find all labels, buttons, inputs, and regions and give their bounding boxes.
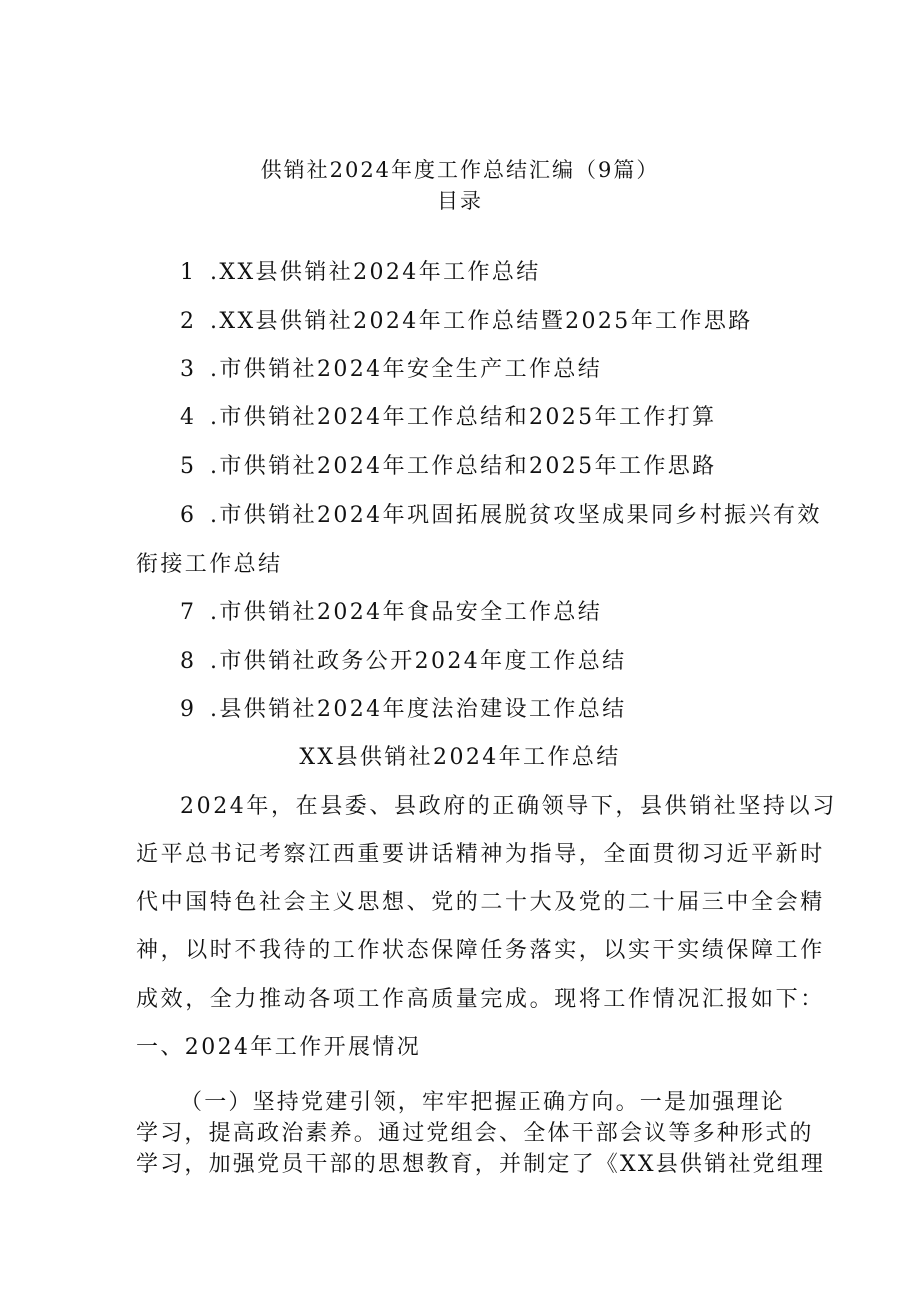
toc-text: .市供销社2024年食品安全工作总结 — [210, 600, 603, 625]
paragraph-line: 2024年，在县委、县政府的正确领导下，县供销社坚持以习 — [180, 794, 837, 819]
toc-item-7 — [180, 598, 800, 628]
toc-heading: 目录 — [437, 189, 483, 213]
toc-item-6 — [180, 501, 822, 531]
heading-level-1: 一、2024年工作开展情况 — [136, 1035, 422, 1060]
toc-number: 2 — [180, 309, 197, 334]
toc-number: 1 — [180, 260, 197, 285]
paragraph-line: 神，以时不我待的工作状态保障任务落实，以实干实绩保障工作 — [136, 938, 825, 963]
toc-item-8 — [180, 647, 800, 677]
toc-item-3 — [180, 355, 800, 385]
toc-text: .市供销社2024年工作总结和2025年工作思路 — [210, 454, 717, 479]
toc-number: 8 — [180, 649, 197, 674]
toc-item-9 — [180, 695, 800, 725]
section-title: XX县供销社2024年工作总结 — [299, 745, 621, 770]
toc-number: 4 — [180, 405, 197, 430]
toc-number: 9 — [180, 697, 197, 722]
toc-number: 6 — [180, 503, 197, 528]
document-title: 供销社2024年度工作总结汇编（9篇） — [260, 158, 660, 182]
toc-text: .市供销社2024年工作总结和2025年工作打算 — [210, 405, 717, 430]
toc-item-1 — [180, 258, 800, 288]
paragraph-line: 学习，提高政治素养。通过党组会、全体干部会议等多种形式的 — [136, 1121, 814, 1146]
toc-text: .市供销社2024年安全生产工作总结 — [210, 357, 603, 382]
toc-number: 3 — [180, 357, 197, 382]
toc-text: .XX县供销社2024年工作总结 — [210, 260, 541, 285]
toc-number: 5 — [180, 454, 197, 479]
toc-number: 7 — [180, 600, 197, 625]
toc-text: .县供销社2024年度法治建设工作总结 — [210, 697, 627, 722]
toc-text: .市供销社政务公开2024年度工作总结 — [210, 649, 627, 674]
toc-item-4 — [180, 403, 800, 433]
paragraph-line: 代中国特色社会主义思想、党的二十大及党的二十届三中全会精 — [136, 890, 825, 915]
paragraph-line: （一）坚持党建引领，牢牢把握正确方向。一是加强理论 — [180, 1090, 786, 1115]
paragraph-line: 成效，全力推动各项工作高质量完成。现将工作情况汇报如下： — [136, 987, 825, 1012]
paragraph-line: 近平总书记考察江西重要讲话精神为指导，全面贯彻习近平新时 — [136, 842, 825, 867]
toc-item-5 — [180, 452, 800, 482]
toc-item-6-continued: 衔接工作总结 — [136, 552, 283, 577]
toc-text: .市供销社2024年巩固拓展脱贫攻坚成果同乡村振兴有效 — [210, 503, 822, 528]
toc-text: .XX县供销社2024年工作总结暨2025年工作思路 — [210, 309, 753, 334]
paragraph-line: 学习，加强党员干部的思想教育，并制定了《XX县供销社党组理 — [136, 1152, 826, 1177]
toc-item-2 — [180, 307, 800, 337]
